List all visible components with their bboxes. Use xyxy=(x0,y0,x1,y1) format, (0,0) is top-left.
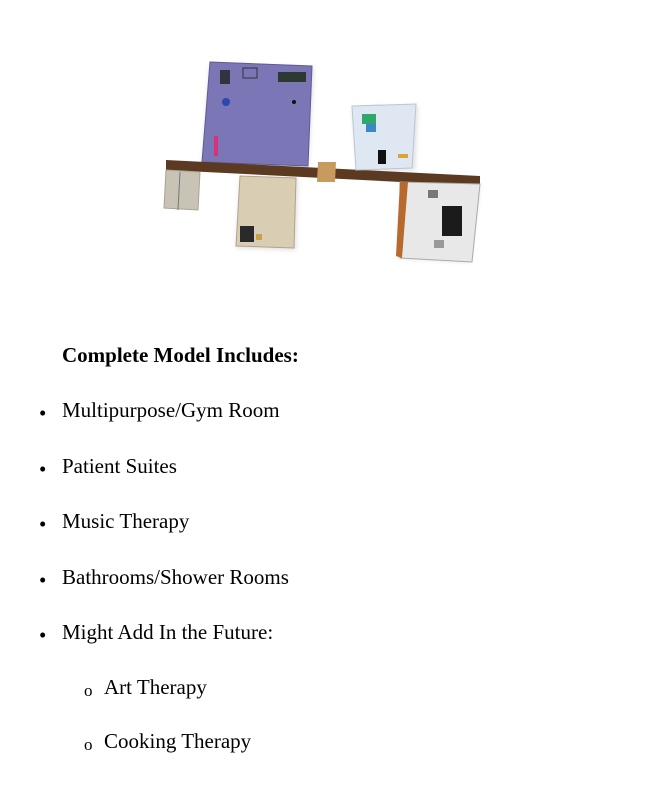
bathroom-block xyxy=(164,170,200,210)
list-item-label: Might Add In the Future: xyxy=(62,620,274,644)
list-item-label: Multipurpose/Gym Room xyxy=(62,398,280,422)
sub-list-item-label: Cooking Therapy xyxy=(104,729,252,753)
bullet-icon: • xyxy=(39,623,47,647)
sub-list-item-label: Art Therapy xyxy=(104,675,207,699)
bullet-icon: • xyxy=(39,512,47,536)
gym-room-block xyxy=(202,62,312,166)
music-room-block xyxy=(352,104,416,170)
patient-suite-block xyxy=(236,176,296,248)
list-item-label: Patient Suites xyxy=(62,453,177,478)
list-item-label: Music Therapy xyxy=(62,509,190,533)
hallway-block xyxy=(166,160,480,186)
list-item-label: Bathrooms/Shower Rooms xyxy=(62,564,289,589)
shower-room-block xyxy=(396,182,480,262)
floorplan-model-image xyxy=(130,50,500,270)
section-heading: Complete Model Includes: xyxy=(62,343,299,367)
bullet-icon: • xyxy=(39,567,47,592)
bullet-icon: • xyxy=(39,401,47,425)
hollow-bullet-icon: o xyxy=(84,681,93,700)
hollow-bullet-icon: o xyxy=(84,735,93,754)
bullet-icon: • xyxy=(39,456,47,481)
